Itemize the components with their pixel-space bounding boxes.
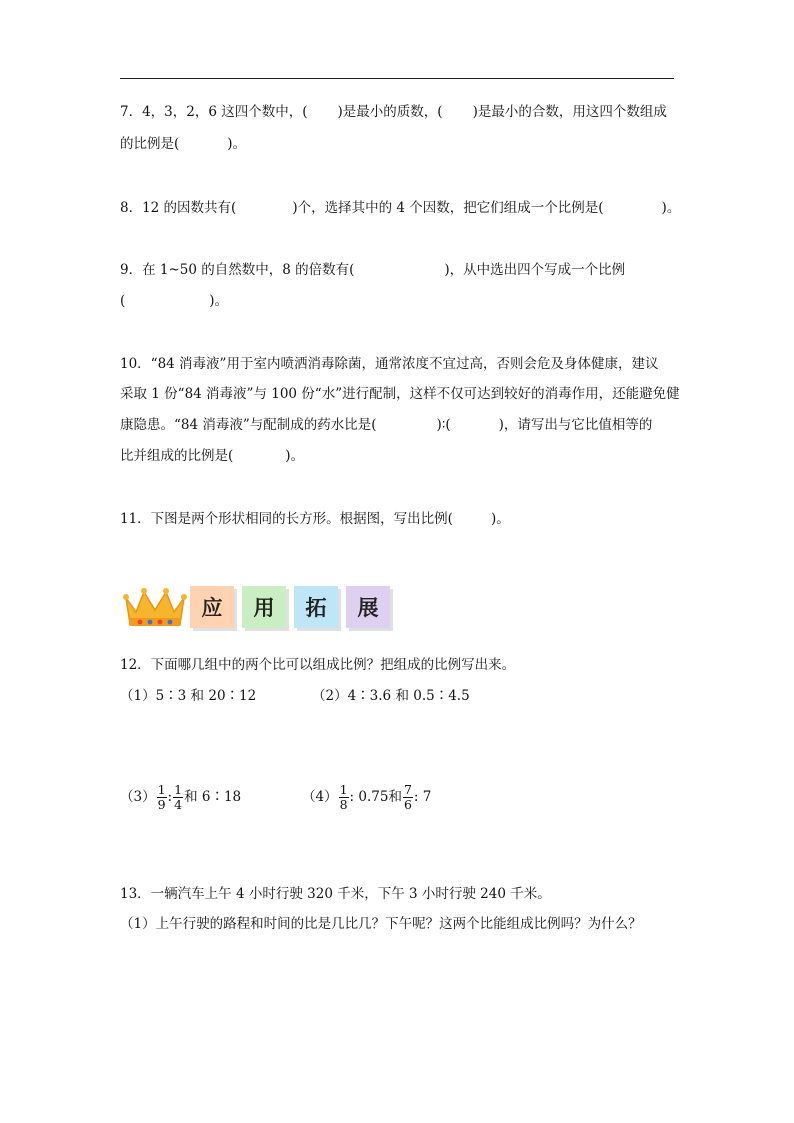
- q10-text-1: 康隐患。“84 消毒液”与配制成的药水比是(: [120, 417, 377, 433]
- q10-text-3: )，请写出与它比值相等的: [498, 417, 653, 433]
- q7-text-2: )是最小的质数，(: [337, 104, 443, 120]
- question-12-item-3: [120, 779, 241, 815]
- banner-tile-1: 应: [190, 586, 234, 628]
- q10-text-5: )。: [285, 448, 305, 464]
- banner-tile-3: 拓: [294, 586, 338, 628]
- q7-text-4: 的比例是(: [120, 136, 180, 152]
- q12-item4-tail: : 7: [413, 789, 432, 805]
- fraction-one-quarter: [173, 783, 183, 812]
- q9-text-1: 9．在 1~50 的自然数中，8 的倍数有(: [120, 262, 355, 278]
- q8-text-3: )。: [661, 200, 681, 216]
- q9-text-4: )。: [209, 293, 229, 309]
- q11-text-2: )。: [490, 511, 510, 527]
- question-10-line-1: 10．“84 消毒液”用于室内喷洒消毒除菌，通常浓度不宜过高，否则会危及身体健康，建议: [120, 356, 659, 372]
- header-rule: [120, 78, 674, 79]
- q8-text-1: 8．12 的因数共有(: [120, 200, 237, 216]
- fraction-one-eighth: [339, 783, 349, 812]
- question-7-line-1: [120, 102, 667, 122]
- q7-text-3: )是最小的合数，用这四个数组成: [472, 104, 667, 120]
- question-12-item-1: （1）5∶3 和 20∶12: [120, 688, 257, 704]
- q12-item3-label: （3）: [120, 789, 156, 805]
- q12-item4-mid: : 0.75和: [349, 789, 402, 805]
- q12-item3-tail: 和 6∶18: [184, 789, 242, 805]
- fraction-numerator: 7: [403, 782, 412, 797]
- q8-text-2: )个，选择其中的 4 个因数，把它们组成一个比例是(: [292, 200, 604, 216]
- q9-text-2: )，从中选出四个写成一个比例: [444, 262, 626, 278]
- question-10-line-2: 采取 1 份“84 消毒液”与 100 份“水”进行配制，这样不仅可达到较好的消毒作用，还能避免健: [120, 386, 680, 402]
- banner-tile-4: 展: [346, 586, 390, 628]
- fraction-denominator: 6: [403, 797, 412, 812]
- question-8: [120, 198, 680, 218]
- fraction-denominator: 8: [339, 797, 348, 812]
- fraction-one-ninth: [157, 783, 167, 812]
- fraction-denominator: 9: [157, 797, 166, 812]
- fraction-numerator: 1: [174, 782, 183, 797]
- question-11: [120, 509, 510, 529]
- question-7-line-2: [120, 134, 246, 154]
- question-13-stem: 13．一辆汽车上午 4 小时行驶 320 千米，下午 3 小时行驶 240 千米。: [120, 886, 551, 902]
- q7-text-1: 7．4，3，2，6 这四个数中，(: [120, 104, 308, 120]
- fraction-numerator: 1: [339, 782, 348, 797]
- q10-text-2: )∶(: [436, 417, 451, 433]
- question-9-line-2: [120, 291, 228, 311]
- question-12-item-4: [302, 779, 431, 815]
- q12-item4-label: （4）: [302, 789, 338, 805]
- question-12-item-2: （2）4∶3.6 和 0.5∶4.5: [312, 688, 470, 704]
- question-13-sub-1: （1）上午行驶的路程和时间的比是几比几？下午呢？这两个比能组成比例吗？为什么？: [120, 916, 642, 932]
- crown-icon: [122, 586, 188, 630]
- banner-tile-2: 用: [242, 586, 286, 628]
- question-12-stem: 12．下面哪几组中的两个比可以组成比例？把组成的比例写出来。: [120, 657, 516, 673]
- q11-text-1: 11．下图是两个形状相同的长方形。根据图，写出比例(: [120, 511, 453, 527]
- question-10-line-4: [120, 446, 304, 466]
- fraction-numerator: 1: [157, 782, 166, 797]
- question-10-line-3: [120, 415, 652, 435]
- ratio-colon: :: [167, 789, 173, 805]
- fraction-seven-sixths: [403, 783, 413, 812]
- section-banner-application: [122, 586, 398, 632]
- fraction-denominator: 4: [174, 797, 183, 812]
- question-9-line-1: [120, 260, 625, 280]
- q10-text-4: 比并组成的比例是(: [120, 448, 234, 464]
- q9-text-3: (: [120, 293, 126, 309]
- q7-text-5: )。: [227, 136, 247, 152]
